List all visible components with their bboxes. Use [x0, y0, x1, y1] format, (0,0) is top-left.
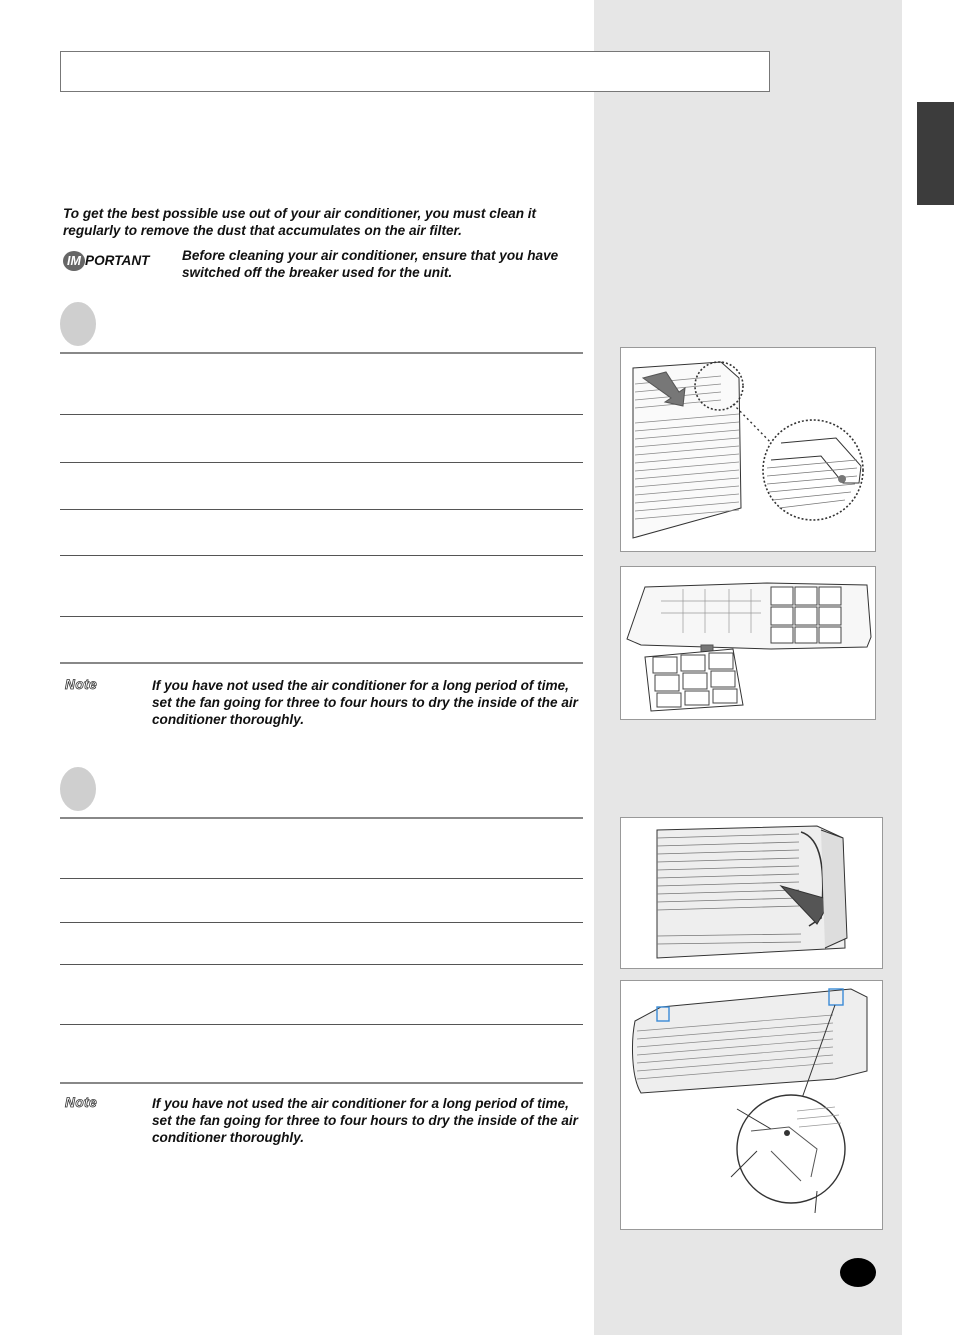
figure-grille-open — [620, 347, 876, 552]
figure-panel-clips — [620, 980, 883, 1230]
page-number-dot — [840, 1258, 876, 1287]
step-divider — [60, 616, 583, 617]
section-1-top-rule — [60, 352, 583, 354]
step-divider — [60, 555, 583, 556]
note-label-1: Note — [65, 677, 98, 692]
panel-clips-illustration — [621, 981, 881, 1228]
step-divider — [60, 1024, 583, 1025]
note-2-top-rule — [60, 1082, 583, 1084]
intro-paragraph: To get the best possible use out of your air conditioner, you must clean it regularly to remove the dust that accumulates on the air filter. — [63, 206, 537, 238]
figure-front-panel — [620, 817, 883, 969]
important-icon-text: IM — [67, 254, 81, 268]
step-divider — [60, 509, 583, 510]
note-text-2: If you have not used the air conditioner for a long period of time, set the fan going for three to four hours to dry the inside of the air conditioner thoroughly. — [152, 1096, 578, 1145]
step-divider — [60, 922, 583, 923]
step-divider — [60, 964, 583, 965]
step-divider — [60, 878, 583, 879]
section-2-top-rule — [60, 817, 583, 819]
important-text: Before cleaning your air conditioner, ensure that you have switched off the breaker used for the unit. — [182, 248, 559, 280]
page-title-box — [60, 51, 770, 92]
important-label: PORTANT — [85, 253, 150, 268]
front-panel-illustration — [621, 818, 881, 967]
section-tab-marker — [917, 102, 954, 205]
note-text-1: If you have not used the air conditioner for a long period of time, set the fan going for three to four hours to dry the inside of the air conditioner thoroughly. — [152, 678, 578, 727]
step-circle-1 — [60, 302, 96, 346]
filter-removal-illustration — [621, 567, 874, 718]
note-1-top-rule — [60, 662, 583, 664]
grille-open-illustration — [621, 348, 874, 550]
step-divider — [60, 462, 583, 463]
note-label-2: Note — [65, 1095, 98, 1110]
step-circle-2 — [60, 767, 96, 811]
figure-filter-removal — [620, 566, 876, 720]
step-divider — [60, 414, 583, 415]
